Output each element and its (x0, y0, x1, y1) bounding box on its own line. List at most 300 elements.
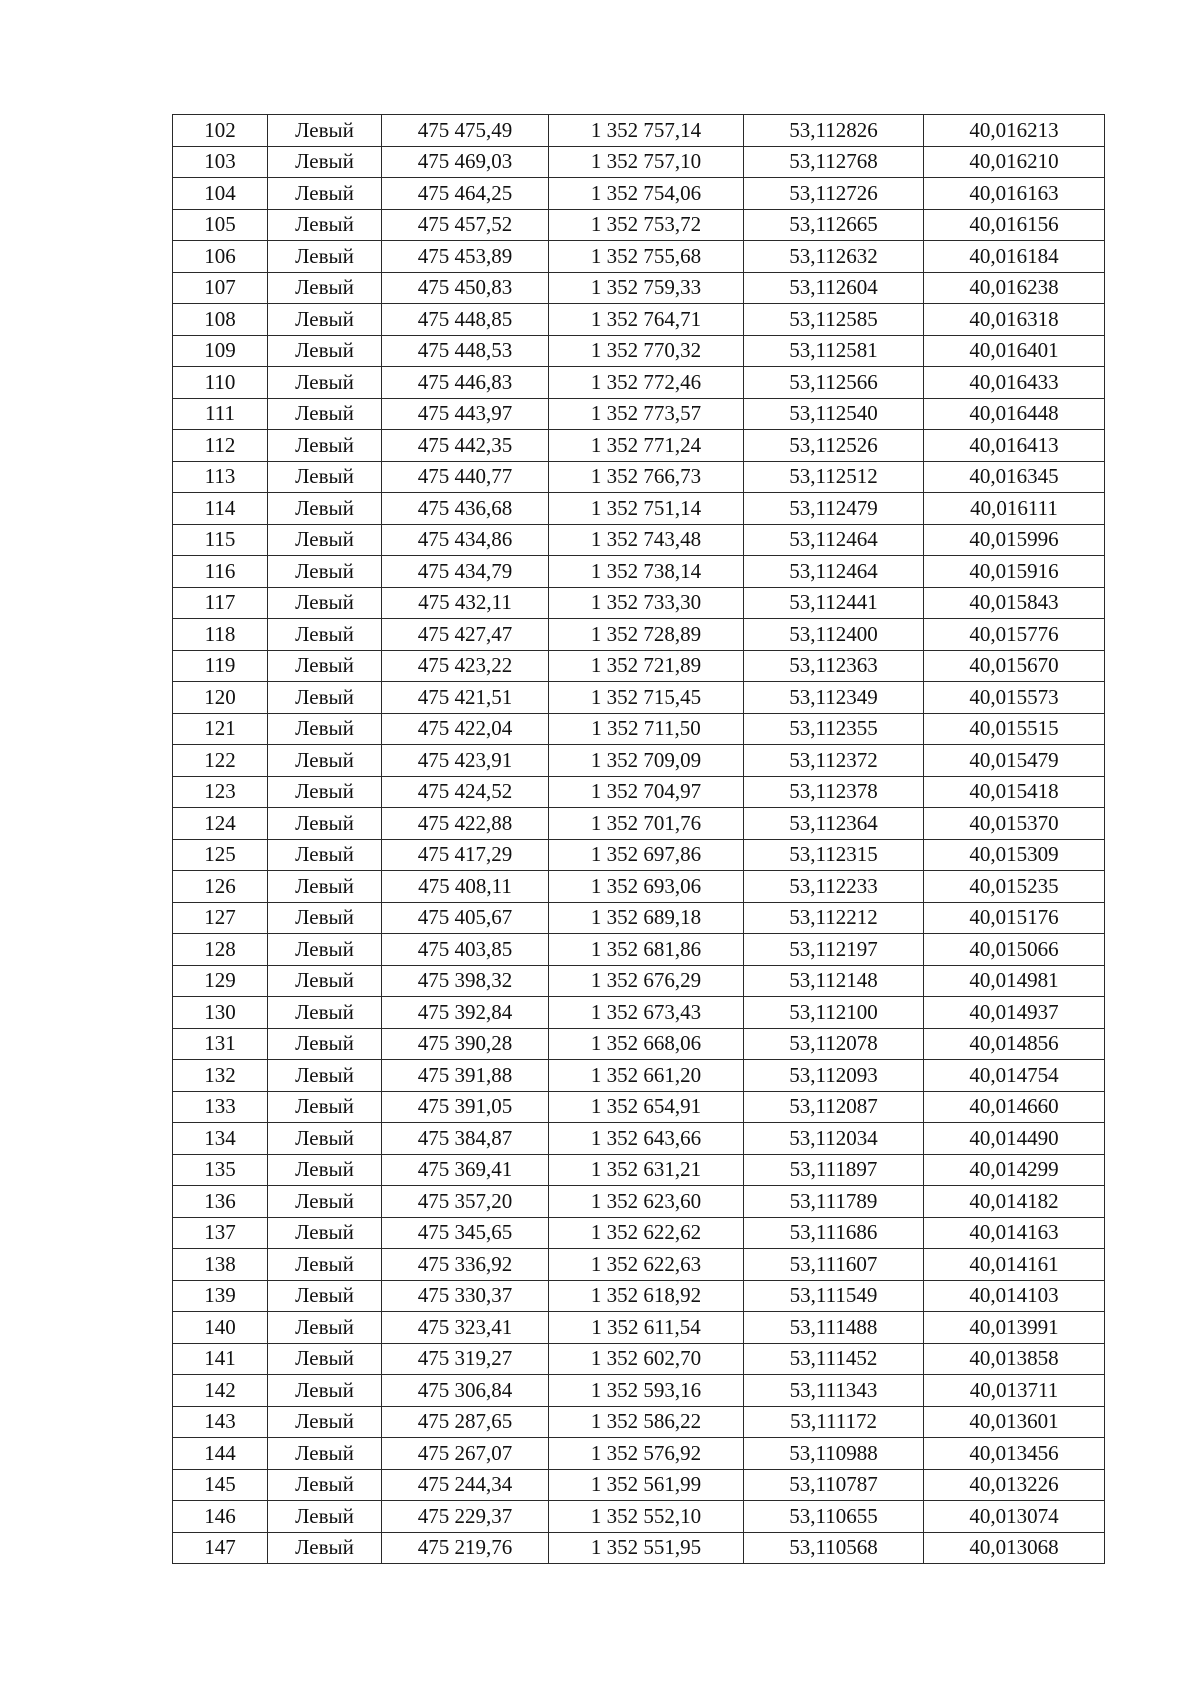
longitude-cell: 40,016111 (924, 493, 1105, 525)
table-row (173, 430, 1105, 462)
side-cell: Левый (268, 587, 382, 619)
table-row (173, 587, 1105, 619)
point-number-cell: 128 (173, 934, 268, 966)
table-row (173, 1501, 1105, 1533)
x-coordinate-cell: 475 384,87 (382, 1123, 549, 1155)
longitude-cell: 40,016413 (924, 430, 1105, 462)
longitude-cell: 40,015670 (924, 650, 1105, 682)
longitude-cell: 40,015066 (924, 934, 1105, 966)
x-coordinate-cell: 475 392,84 (382, 997, 549, 1029)
side-cell: Левый (268, 776, 382, 808)
x-coordinate-cell: 475 453,89 (382, 241, 549, 273)
y-coordinate-cell: 1 352 561,99 (549, 1469, 744, 1501)
latitude-cell: 53,112665 (744, 209, 924, 241)
x-coordinate-cell: 475 357,20 (382, 1186, 549, 1218)
y-coordinate-cell: 1 352 654,91 (549, 1091, 744, 1123)
longitude-cell: 40,016345 (924, 461, 1105, 493)
latitude-cell: 53,112378 (744, 776, 924, 808)
point-number-cell: 139 (173, 1280, 268, 1312)
longitude-cell: 40,016210 (924, 146, 1105, 178)
latitude-cell: 53,112197 (744, 934, 924, 966)
x-coordinate-cell: 475 306,84 (382, 1375, 549, 1407)
y-coordinate-cell: 1 352 771,24 (549, 430, 744, 462)
y-coordinate-cell: 1 352 711,50 (549, 713, 744, 745)
table-row (173, 241, 1105, 273)
x-coordinate-cell: 475 421,51 (382, 682, 549, 714)
y-coordinate-cell: 1 352 721,89 (549, 650, 744, 682)
table-row (173, 1438, 1105, 1470)
point-number-cell: 126 (173, 871, 268, 903)
table-row (173, 682, 1105, 714)
x-coordinate-cell: 475 319,27 (382, 1343, 549, 1375)
table-row (173, 209, 1105, 241)
side-cell: Левый (268, 1501, 382, 1533)
table-row (173, 1343, 1105, 1375)
point-number-cell: 103 (173, 146, 268, 178)
side-cell: Левый (268, 650, 382, 682)
side-cell: Левый (268, 1123, 382, 1155)
point-number-cell: 120 (173, 682, 268, 714)
latitude-cell: 53,112148 (744, 965, 924, 997)
table-row (173, 1406, 1105, 1438)
latitude-cell: 53,110568 (744, 1532, 924, 1564)
coordinates-table-body (173, 115, 1105, 1564)
latitude-cell: 53,110655 (744, 1501, 924, 1533)
y-coordinate-cell: 1 352 704,97 (549, 776, 744, 808)
latitude-cell: 53,111488 (744, 1312, 924, 1344)
side-cell: Левый (268, 1312, 382, 1344)
table-row (173, 335, 1105, 367)
point-number-cell: 124 (173, 808, 268, 840)
side-cell: Левый (268, 461, 382, 493)
side-cell: Левый (268, 1217, 382, 1249)
x-coordinate-cell: 475 391,05 (382, 1091, 549, 1123)
x-coordinate-cell: 475 457,52 (382, 209, 549, 241)
latitude-cell: 53,112212 (744, 902, 924, 934)
x-coordinate-cell: 475 219,76 (382, 1532, 549, 1564)
point-number-cell: 142 (173, 1375, 268, 1407)
point-number-cell: 112 (173, 430, 268, 462)
side-cell: Левый (268, 146, 382, 178)
longitude-cell: 40,014490 (924, 1123, 1105, 1155)
x-coordinate-cell: 475 442,35 (382, 430, 549, 462)
point-number-cell: 140 (173, 1312, 268, 1344)
table-row (173, 1091, 1105, 1123)
table-row (173, 745, 1105, 777)
y-coordinate-cell: 1 352 689,18 (549, 902, 744, 934)
side-cell: Левый (268, 524, 382, 556)
point-number-cell: 127 (173, 902, 268, 934)
point-number-cell: 122 (173, 745, 268, 777)
side-cell: Левый (268, 839, 382, 871)
point-number-cell: 144 (173, 1438, 268, 1470)
point-number-cell: 134 (173, 1123, 268, 1155)
table-row (173, 839, 1105, 871)
x-coordinate-cell: 475 336,92 (382, 1249, 549, 1281)
side-cell: Левый (268, 1186, 382, 1218)
side-cell: Левый (268, 115, 382, 147)
x-coordinate-cell: 475 391,88 (382, 1060, 549, 1092)
latitude-cell: 53,112512 (744, 461, 924, 493)
longitude-cell: 40,013991 (924, 1312, 1105, 1344)
y-coordinate-cell: 1 352 618,92 (549, 1280, 744, 1312)
longitude-cell: 40,015418 (924, 776, 1105, 808)
latitude-cell: 53,112349 (744, 682, 924, 714)
side-cell: Левый (268, 1060, 382, 1092)
latitude-cell: 53,112355 (744, 713, 924, 745)
y-coordinate-cell: 1 352 676,29 (549, 965, 744, 997)
latitude-cell: 53,111607 (744, 1249, 924, 1281)
longitude-cell: 40,013074 (924, 1501, 1105, 1533)
point-number-cell: 123 (173, 776, 268, 808)
table-row (173, 461, 1105, 493)
longitude-cell: 40,015776 (924, 619, 1105, 651)
table-row (173, 871, 1105, 903)
latitude-cell: 53,112034 (744, 1123, 924, 1155)
latitude-cell: 53,112826 (744, 115, 924, 147)
latitude-cell: 53,112315 (744, 839, 924, 871)
point-number-cell: 117 (173, 587, 268, 619)
side-cell: Левый (268, 902, 382, 934)
y-coordinate-cell: 1 352 755,68 (549, 241, 744, 273)
x-coordinate-cell: 475 422,88 (382, 808, 549, 840)
point-number-cell: 108 (173, 304, 268, 336)
y-coordinate-cell: 1 352 552,10 (549, 1501, 744, 1533)
x-coordinate-cell: 475 330,37 (382, 1280, 549, 1312)
point-number-cell: 105 (173, 209, 268, 241)
point-number-cell: 111 (173, 398, 268, 430)
y-coordinate-cell: 1 352 576,92 (549, 1438, 744, 1470)
table-row (173, 1375, 1105, 1407)
x-coordinate-cell: 475 229,37 (382, 1501, 549, 1533)
table-row (173, 1217, 1105, 1249)
longitude-cell: 40,016156 (924, 209, 1105, 241)
longitude-cell: 40,014103 (924, 1280, 1105, 1312)
point-number-cell: 106 (173, 241, 268, 273)
x-coordinate-cell: 475 287,65 (382, 1406, 549, 1438)
longitude-cell: 40,016163 (924, 178, 1105, 210)
latitude-cell: 53,112464 (744, 556, 924, 588)
y-coordinate-cell: 1 352 622,63 (549, 1249, 744, 1281)
latitude-cell: 53,111452 (744, 1343, 924, 1375)
longitude-cell: 40,014299 (924, 1154, 1105, 1186)
table-row (173, 1532, 1105, 1564)
y-coordinate-cell: 1 352 757,14 (549, 115, 744, 147)
x-coordinate-cell: 475 422,04 (382, 713, 549, 745)
table-row (173, 1123, 1105, 1155)
point-number-cell: 107 (173, 272, 268, 304)
y-coordinate-cell: 1 352 551,95 (549, 1532, 744, 1564)
longitude-cell: 40,015370 (924, 808, 1105, 840)
side-cell: Левый (268, 682, 382, 714)
longitude-cell: 40,015843 (924, 587, 1105, 619)
x-coordinate-cell: 475 390,28 (382, 1028, 549, 1060)
table-row (173, 115, 1105, 147)
side-cell: Левый (268, 1532, 382, 1564)
point-number-cell: 135 (173, 1154, 268, 1186)
x-coordinate-cell: 475 423,22 (382, 650, 549, 682)
longitude-cell: 40,014754 (924, 1060, 1105, 1092)
table-row (173, 1154, 1105, 1186)
y-coordinate-cell: 1 352 766,73 (549, 461, 744, 493)
x-coordinate-cell: 475 405,67 (382, 902, 549, 934)
longitude-cell: 40,016401 (924, 335, 1105, 367)
side-cell: Левый (268, 1343, 382, 1375)
point-number-cell: 102 (173, 115, 268, 147)
y-coordinate-cell: 1 352 728,89 (549, 619, 744, 651)
y-coordinate-cell: 1 352 668,06 (549, 1028, 744, 1060)
x-coordinate-cell: 475 475,49 (382, 115, 549, 147)
latitude-cell: 53,112087 (744, 1091, 924, 1123)
point-number-cell: 113 (173, 461, 268, 493)
table-row (173, 619, 1105, 651)
table-row (173, 934, 1105, 966)
latitude-cell: 53,110988 (744, 1438, 924, 1470)
longitude-cell: 40,014182 (924, 1186, 1105, 1218)
table-row (173, 1469, 1105, 1501)
table-row (173, 650, 1105, 682)
latitude-cell: 53,112540 (744, 398, 924, 430)
longitude-cell: 40,013068 (924, 1532, 1105, 1564)
y-coordinate-cell: 1 352 733,30 (549, 587, 744, 619)
x-coordinate-cell: 475 267,07 (382, 1438, 549, 1470)
longitude-cell: 40,014937 (924, 997, 1105, 1029)
x-coordinate-cell: 475 434,86 (382, 524, 549, 556)
point-number-cell: 136 (173, 1186, 268, 1218)
longitude-cell: 40,014161 (924, 1249, 1105, 1281)
y-coordinate-cell: 1 352 764,71 (549, 304, 744, 336)
side-cell: Левый (268, 1469, 382, 1501)
y-coordinate-cell: 1 352 751,14 (549, 493, 744, 525)
point-number-cell: 133 (173, 1091, 268, 1123)
side-cell: Левый (268, 1249, 382, 1281)
latitude-cell: 53,112100 (744, 997, 924, 1029)
latitude-cell: 53,112464 (744, 524, 924, 556)
table-row (173, 556, 1105, 588)
point-number-cell: 131 (173, 1028, 268, 1060)
point-number-cell: 104 (173, 178, 268, 210)
side-cell: Левый (268, 997, 382, 1029)
latitude-cell: 53,112400 (744, 619, 924, 651)
y-coordinate-cell: 1 352 622,62 (549, 1217, 744, 1249)
x-coordinate-cell: 475 469,03 (382, 146, 549, 178)
x-coordinate-cell: 475 408,11 (382, 871, 549, 903)
table-row (173, 398, 1105, 430)
longitude-cell: 40,015916 (924, 556, 1105, 588)
latitude-cell: 53,112768 (744, 146, 924, 178)
y-coordinate-cell: 1 352 593,16 (549, 1375, 744, 1407)
y-coordinate-cell: 1 352 681,86 (549, 934, 744, 966)
latitude-cell: 53,111897 (744, 1154, 924, 1186)
table-row (173, 808, 1105, 840)
side-cell: Левый (268, 713, 382, 745)
y-coordinate-cell: 1 352 709,09 (549, 745, 744, 777)
point-number-cell: 147 (173, 1532, 268, 1564)
point-number-cell: 137 (173, 1217, 268, 1249)
side-cell: Левый (268, 178, 382, 210)
table-row (173, 367, 1105, 399)
point-number-cell: 143 (173, 1406, 268, 1438)
x-coordinate-cell: 475 436,68 (382, 493, 549, 525)
y-coordinate-cell: 1 352 611,54 (549, 1312, 744, 1344)
point-number-cell: 132 (173, 1060, 268, 1092)
table-row (173, 493, 1105, 525)
longitude-cell: 40,014856 (924, 1028, 1105, 1060)
table-row (173, 272, 1105, 304)
point-number-cell: 130 (173, 997, 268, 1029)
side-cell: Левый (268, 1091, 382, 1123)
x-coordinate-cell: 475 323,41 (382, 1312, 549, 1344)
longitude-cell: 40,015996 (924, 524, 1105, 556)
y-coordinate-cell: 1 352 715,45 (549, 682, 744, 714)
latitude-cell: 53,112632 (744, 241, 924, 273)
side-cell: Левый (268, 1438, 382, 1470)
latitude-cell: 53,112093 (744, 1060, 924, 1092)
side-cell: Левый (268, 335, 382, 367)
longitude-cell: 40,014163 (924, 1217, 1105, 1249)
side-cell: Левый (268, 871, 382, 903)
longitude-cell: 40,015479 (924, 745, 1105, 777)
y-coordinate-cell: 1 352 602,70 (549, 1343, 744, 1375)
side-cell: Левый (268, 304, 382, 336)
x-coordinate-cell: 475 450,83 (382, 272, 549, 304)
x-coordinate-cell: 475 417,29 (382, 839, 549, 871)
longitude-cell: 40,016213 (924, 115, 1105, 147)
table-row (173, 997, 1105, 1029)
longitude-cell: 40,016448 (924, 398, 1105, 430)
table-row (173, 776, 1105, 808)
table-row (173, 1312, 1105, 1344)
latitude-cell: 53,112372 (744, 745, 924, 777)
latitude-cell: 53,112441 (744, 587, 924, 619)
side-cell: Левый (268, 745, 382, 777)
longitude-cell: 40,015573 (924, 682, 1105, 714)
table-row (173, 1028, 1105, 1060)
point-number-cell: 146 (173, 1501, 268, 1533)
latitude-cell: 53,111789 (744, 1186, 924, 1218)
longitude-cell: 40,013601 (924, 1406, 1105, 1438)
y-coordinate-cell: 1 352 673,43 (549, 997, 744, 1029)
x-coordinate-cell: 475 464,25 (382, 178, 549, 210)
side-cell: Левый (268, 430, 382, 462)
longitude-cell: 40,014660 (924, 1091, 1105, 1123)
y-coordinate-cell: 1 352 643,66 (549, 1123, 744, 1155)
table-row (173, 1186, 1105, 1218)
y-coordinate-cell: 1 352 661,20 (549, 1060, 744, 1092)
latitude-cell: 53,112526 (744, 430, 924, 462)
latitude-cell: 53,112566 (744, 367, 924, 399)
point-number-cell: 145 (173, 1469, 268, 1501)
table-row (173, 965, 1105, 997)
x-coordinate-cell: 475 432,11 (382, 587, 549, 619)
point-number-cell: 109 (173, 335, 268, 367)
table-row (173, 304, 1105, 336)
latitude-cell: 53,112479 (744, 493, 924, 525)
y-coordinate-cell: 1 352 757,10 (549, 146, 744, 178)
y-coordinate-cell: 1 352 693,06 (549, 871, 744, 903)
x-coordinate-cell: 475 369,41 (382, 1154, 549, 1186)
table-row (173, 1060, 1105, 1092)
x-coordinate-cell: 475 443,97 (382, 398, 549, 430)
latitude-cell: 53,111686 (744, 1217, 924, 1249)
side-cell: Левый (268, 1154, 382, 1186)
point-number-cell: 116 (173, 556, 268, 588)
latitude-cell: 53,111172 (744, 1406, 924, 1438)
x-coordinate-cell: 475 244,34 (382, 1469, 549, 1501)
side-cell: Левый (268, 934, 382, 966)
point-number-cell: 121 (173, 713, 268, 745)
latitude-cell: 53,110787 (744, 1469, 924, 1501)
x-coordinate-cell: 475 434,79 (382, 556, 549, 588)
x-coordinate-cell: 475 424,52 (382, 776, 549, 808)
longitude-cell: 40,015235 (924, 871, 1105, 903)
y-coordinate-cell: 1 352 743,48 (549, 524, 744, 556)
y-coordinate-cell: 1 352 631,21 (549, 1154, 744, 1186)
longitude-cell: 40,013226 (924, 1469, 1105, 1501)
x-coordinate-cell: 475 403,85 (382, 934, 549, 966)
coordinates-table (172, 114, 1105, 1564)
side-cell: Левый (268, 1028, 382, 1060)
point-number-cell: 125 (173, 839, 268, 871)
longitude-cell: 40,016184 (924, 241, 1105, 273)
longitude-cell: 40,014981 (924, 965, 1105, 997)
latitude-cell: 53,112078 (744, 1028, 924, 1060)
latitude-cell: 53,112233 (744, 871, 924, 903)
point-number-cell: 129 (173, 965, 268, 997)
side-cell: Левый (268, 965, 382, 997)
y-coordinate-cell: 1 352 753,72 (549, 209, 744, 241)
latitude-cell: 53,111549 (744, 1280, 924, 1312)
y-coordinate-cell: 1 352 586,22 (549, 1406, 744, 1438)
latitude-cell: 53,112585 (744, 304, 924, 336)
side-cell: Левый (268, 272, 382, 304)
side-cell: Левый (268, 808, 382, 840)
y-coordinate-cell: 1 352 754,06 (549, 178, 744, 210)
table-row (173, 146, 1105, 178)
longitude-cell: 40,015309 (924, 839, 1105, 871)
point-number-cell: 115 (173, 524, 268, 556)
y-coordinate-cell: 1 352 772,46 (549, 367, 744, 399)
side-cell: Левый (268, 1280, 382, 1312)
table-row (173, 524, 1105, 556)
longitude-cell: 40,013858 (924, 1343, 1105, 1375)
side-cell: Левый (268, 209, 382, 241)
y-coordinate-cell: 1 352 623,60 (549, 1186, 744, 1218)
x-coordinate-cell: 475 448,53 (382, 335, 549, 367)
point-number-cell: 110 (173, 367, 268, 399)
x-coordinate-cell: 475 448,85 (382, 304, 549, 336)
table-row (173, 1280, 1105, 1312)
point-number-cell: 141 (173, 1343, 268, 1375)
y-coordinate-cell: 1 352 738,14 (549, 556, 744, 588)
latitude-cell: 53,112604 (744, 272, 924, 304)
latitude-cell: 53,112364 (744, 808, 924, 840)
latitude-cell: 53,112363 (744, 650, 924, 682)
side-cell: Левый (268, 1375, 382, 1407)
longitude-cell: 40,016318 (924, 304, 1105, 336)
table-row (173, 713, 1105, 745)
longitude-cell: 40,013711 (924, 1375, 1105, 1407)
side-cell: Левый (268, 493, 382, 525)
x-coordinate-cell: 475 446,83 (382, 367, 549, 399)
x-coordinate-cell: 475 398,32 (382, 965, 549, 997)
side-cell: Левый (268, 367, 382, 399)
y-coordinate-cell: 1 352 759,33 (549, 272, 744, 304)
latitude-cell: 53,112581 (744, 335, 924, 367)
side-cell: Левый (268, 619, 382, 651)
point-number-cell: 138 (173, 1249, 268, 1281)
y-coordinate-cell: 1 352 773,57 (549, 398, 744, 430)
